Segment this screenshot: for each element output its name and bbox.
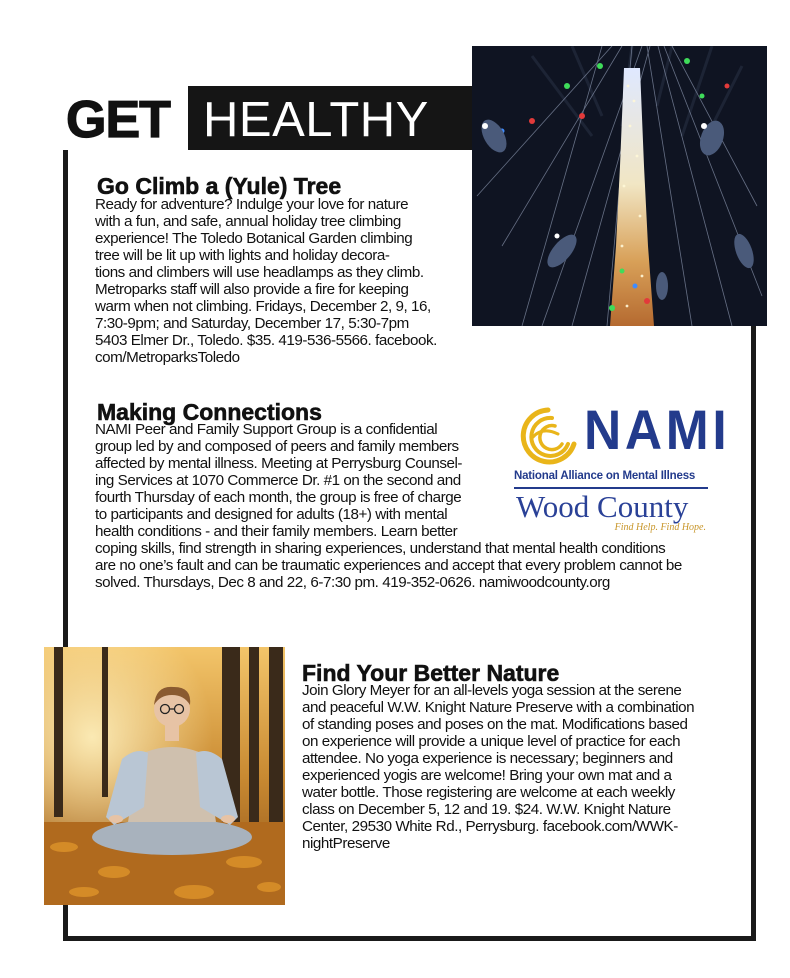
body-line: warm when not climbing. Fridays, December 2, 9, 16, bbox=[95, 298, 431, 315]
nami-wordmark: NAMI bbox=[584, 398, 731, 461]
article-body-climb-tree bbox=[95, 196, 475, 366]
body-line: attendee. No yoga experience is necessary; beginners and bbox=[302, 750, 673, 767]
body-line: com/MetroparksToledo bbox=[95, 349, 240, 366]
body-line: tree will be lit up with lights and holiday decora- bbox=[95, 247, 390, 264]
body-line: water bottle. Those registering are welcome at each weekly bbox=[302, 784, 675, 801]
body-line: affected by mental illness. Meeting at Perrysburg Counsel- bbox=[95, 455, 463, 472]
body-line: with a fun, and safe, annual holiday tree climbing bbox=[95, 213, 401, 230]
body-line: Metroparks staff will also provide a fire for keeping bbox=[95, 281, 409, 298]
body-line: Center, 29530 White Rd., Perrysburg. facebook.com/WWK- bbox=[302, 818, 678, 835]
frame-bottom-rule bbox=[63, 936, 756, 941]
article-heading-making-connections: Making Connections bbox=[97, 399, 322, 425]
yoga-meditation-photo bbox=[44, 647, 285, 905]
section-title-bold: GET bbox=[66, 91, 170, 149]
body-line: to participants and designed for adults (18+) with mental bbox=[95, 506, 448, 523]
body-line: tions and climbers will use headlamps as they climb. bbox=[95, 264, 424, 281]
body-line: Ready for adventure? Indulge your love for nature bbox=[95, 196, 409, 213]
body-line: on experience will provide a unique level of practice for each bbox=[302, 733, 681, 750]
nami-swirl-icon bbox=[512, 404, 582, 466]
body-line: NAMI Peer and Family Support Group is a confidential bbox=[95, 421, 438, 438]
body-line: health conditions - and their family members. Learn better bbox=[95, 523, 458, 540]
body-line: ing Services at 1070 Commerce Dr. #1 on the second and bbox=[95, 472, 461, 489]
article-heading-climb-tree: Go Climb a (Yule) Tree bbox=[97, 173, 342, 199]
nami-wood-county-logo bbox=[512, 398, 731, 534]
body-line: coping skills, find strength in sharing experiences, understand that mental health conditions bbox=[95, 540, 666, 557]
body-line: 7:30-9pm; and Saturday, December 17, 5:30-7pm bbox=[95, 315, 409, 332]
article-body-better-nature bbox=[302, 682, 747, 852]
body-line: Join Glory Meyer for an all-levels yoga session at the serene bbox=[302, 682, 682, 699]
body-line: nightPreserve bbox=[302, 835, 390, 852]
frame-right-rule bbox=[751, 326, 756, 941]
body-line: of standing poses and poses on the mat. Modifications based bbox=[302, 716, 688, 733]
body-line: are no one’s fault and can be traumatic experiences and accept that every problem cannot be bbox=[95, 557, 682, 574]
body-line: fourth Thursday of each month, the group is free of charge bbox=[95, 489, 462, 506]
nami-tagline: Find Help. Find Hope. bbox=[614, 522, 706, 533]
body-line: experience! The Toledo Botanical Garden climbing bbox=[95, 230, 413, 247]
body-line: 5403 Elmer Dr., Toledo. $35. 419-536-5566. facebook. bbox=[95, 332, 437, 349]
body-line: group led by and composed of peers and family members bbox=[95, 438, 459, 455]
nami-subtitle: National Alliance on Mental Illness bbox=[514, 470, 696, 482]
body-line: and peaceful W.W. Knight Nature Preserve with a combination bbox=[302, 699, 695, 716]
article-heading-better-nature: Find Your Better Nature bbox=[302, 660, 560, 686]
nami-county: Wood County bbox=[516, 489, 689, 524]
tree-climbing-photo bbox=[472, 46, 767, 326]
body-line: experienced yogis are welcome! Bring your own mat and a bbox=[302, 767, 672, 784]
body-line: class on December 5, 12 and 19. $24. W.W. Knight Nature bbox=[302, 801, 671, 818]
body-line: solved. Thursdays, Dec 8 and 22, 6-7:30 pm. 419-352-0626. namiwoodcounty.org bbox=[95, 574, 610, 591]
section-title-light: HEALTHY bbox=[203, 93, 429, 147]
